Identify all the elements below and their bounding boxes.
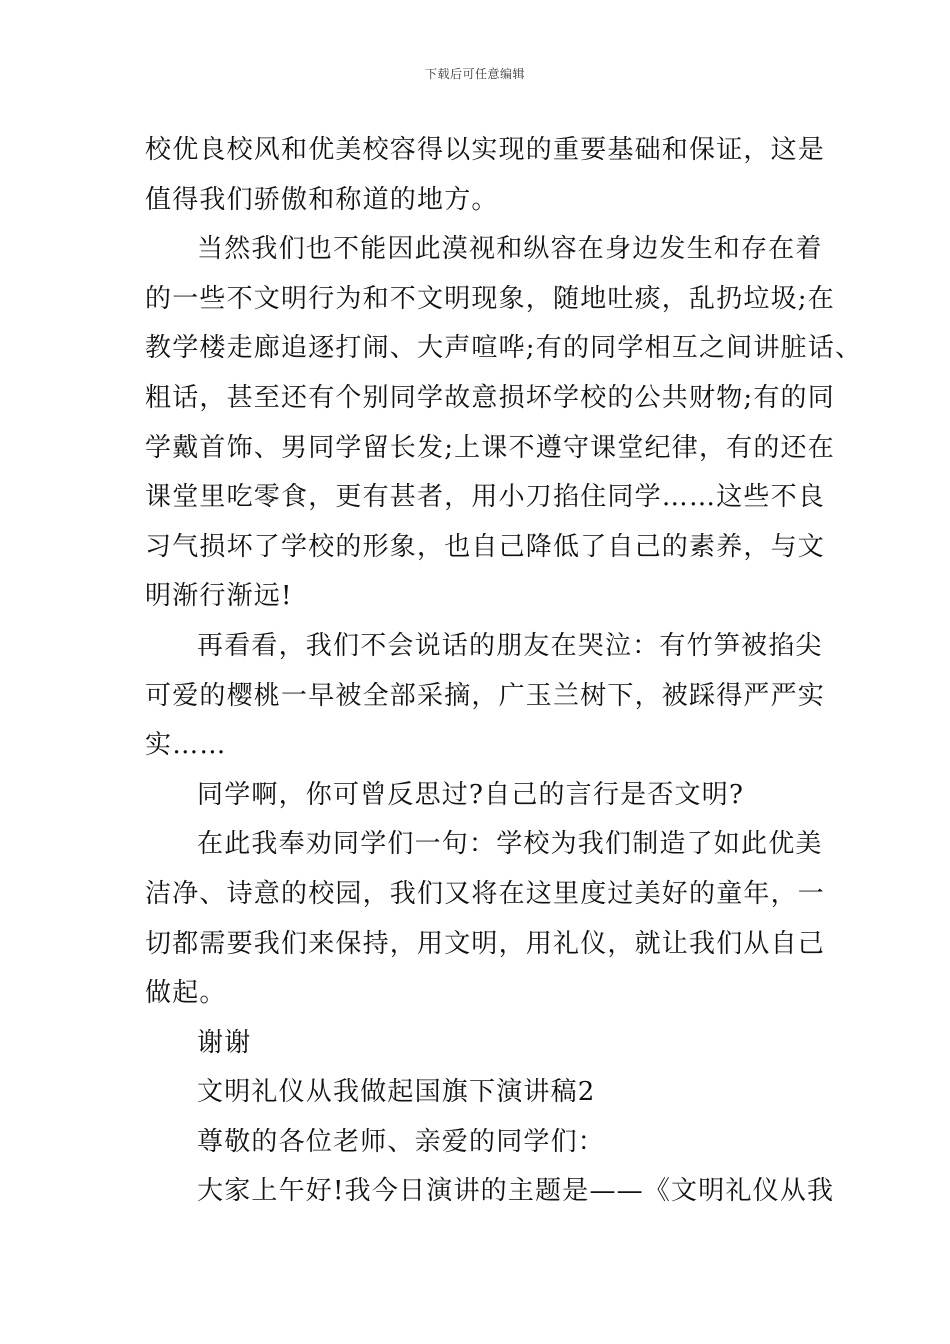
paragraph-start-line: 在此我奉劝同学们一句：学校为我们制造了如此优美	[197, 829, 823, 860]
paragraph-start-line: 大家上午好!我今日演讲的主题是——《文明礼仪从我	[197, 1176, 835, 1207]
paragraph-start-line: 同学啊，你可曾反思过?自己的言行是否文明?	[197, 779, 745, 810]
text-line: 教学楼走廊追逐打闹、大声喧哗;有的同学相互之间讲脏话、	[145, 333, 863, 364]
salutation: 尊敬的各位老师、亲爱的同学们：	[197, 1126, 606, 1157]
paragraph-start-line: 再看看，我们不会说话的朋友在哭泣：有竹笋被掐尖	[197, 630, 823, 661]
text-line: 明渐行渐远!	[145, 581, 293, 612]
text-line: 做起。	[145, 978, 227, 1009]
text-line: 切都需要我们来保持，用文明，用礼仪，就让我们从自己	[145, 928, 826, 959]
text-line: 校优良校风和优美校容得以实现的重要基础和保证，这是	[145, 135, 826, 165]
paragraph-start-line: 当然我们也不能因此漠视和纵容在身边发生和存在着	[197, 234, 823, 265]
text-line: 学戴首饰、男同学留长发;上课不遵守课堂纪律，有的还在	[145, 432, 835, 463]
page-header: 下载后可任意编辑	[424, 67, 525, 81]
speech-title: 文明礼仪从我做起国旗下演讲稿2	[197, 1077, 596, 1108]
text-line: 粗话，甚至还有个别同学故意损坏学校的公共财物;有的同	[145, 382, 835, 413]
text-line: 值得我们骄傲和称道的地方。	[145, 184, 499, 215]
text-line: 习气损坏了学校的形象，也自己降低了自己的素养，与文	[145, 531, 826, 562]
text-line: 洁净、诗意的校园，我们又将在这里度过美好的童年，一	[145, 878, 826, 909]
text-line: 实……	[145, 730, 227, 761]
text-line: 的一些不文明行为和不文明现象，随地吐痰，乱扔垃圾;在	[145, 283, 835, 314]
closing-thanks: 谢谢	[197, 1027, 252, 1058]
document-body	[145, 126, 863, 1217]
text-line: 可爱的樱桃一早被全部采摘，广玉兰树下，被踩得严严实	[145, 680, 826, 711]
text-line: 课堂里吃零食，更有甚者，用小刀掐住同学……这些不良	[145, 482, 826, 513]
